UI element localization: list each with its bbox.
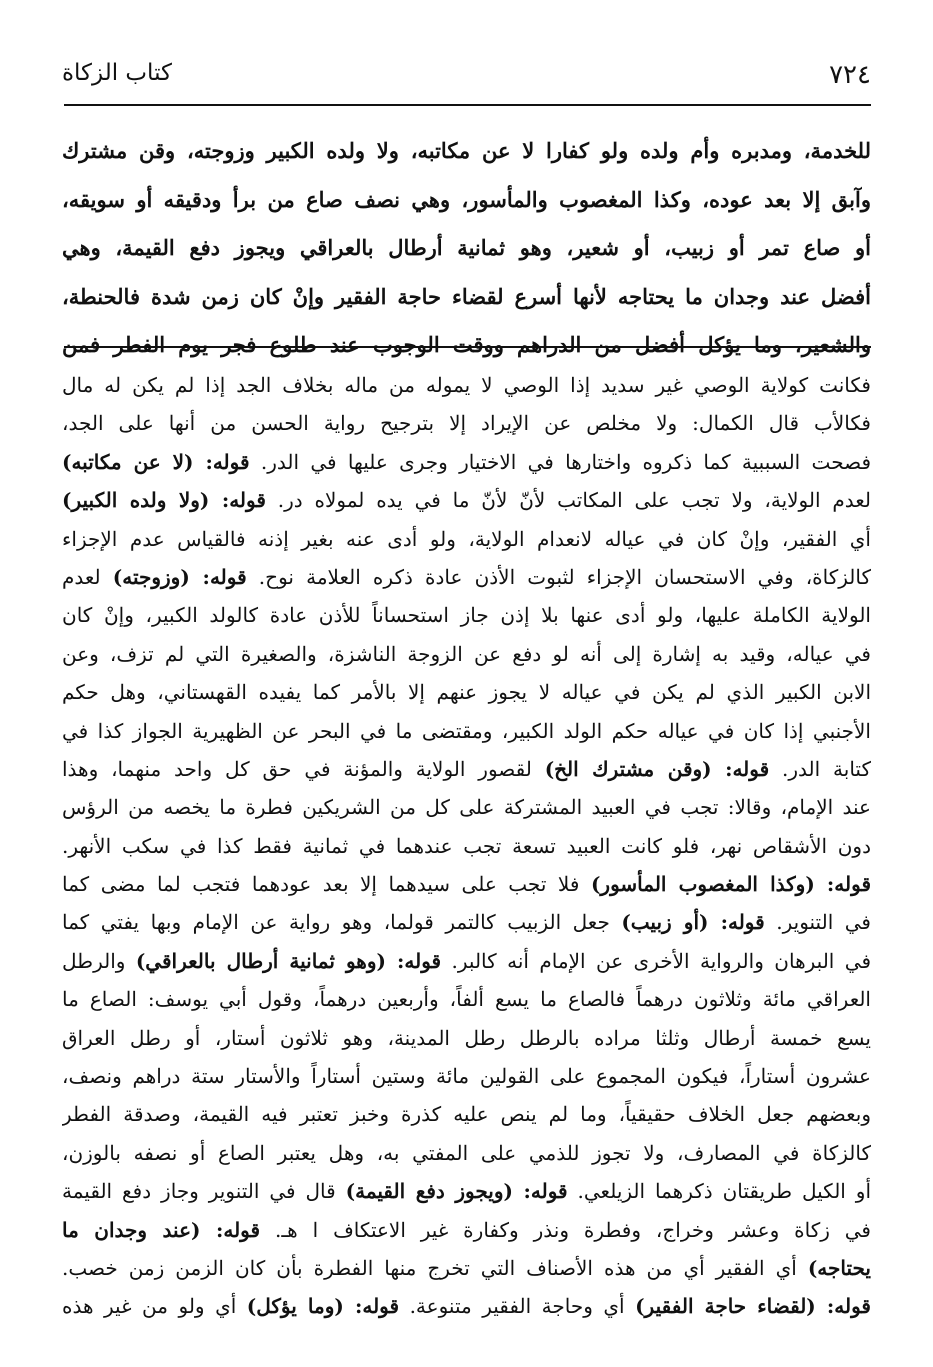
commentary-segment: قال في التنوير وجاز دفع القيمة (62, 1179, 346, 1204)
commentary-segment: عند الإمام، وقالا: تجب في العبيد المشتركة على كل من الشريكين فطرة ما يخصه من الرؤس (62, 795, 871, 820)
commentary-line (62, 443, 871, 481)
commentary-segment: أي ولو من غير هذه (62, 1294, 247, 1319)
commentary-line (62, 404, 871, 442)
commentary-segment: فصحت السببية كما ذكروه واختارها في الاختيار وجرى عليها في الدر. (249, 449, 871, 474)
commentary-segment: أي الفقير أي من هذه الأصناف التي تخرج منها الفطرة بأن كان الزمن زمن خصب. (62, 1255, 808, 1280)
commentary-line (62, 788, 871, 826)
main-text-line: للخدمة، ومدبره وأم ولده ولو كفارا لا عن مكاتبه، ولا ولده الكبير وزوجته، وقن مشترك (62, 138, 871, 163)
main-text-line: أفضل عند وجدان ما يحتاجه لأنها أسرع لقضاء حاجة الفقير وإنْ كان زمن شدة فالحنطة، (62, 283, 871, 309)
commentary-segment: يسع خمسة أرطال وثلثا مراده بالرطل رطل المدينة، وهو ثلاثون أستار، أو رطل العراق (62, 1025, 871, 1050)
commentary-line (62, 558, 871, 596)
commentary-line (62, 481, 871, 519)
commentary-line (62, 1095, 871, 1133)
commentary-line (62, 366, 871, 404)
commentary-lemma: قوله: (وهو ثمانية أرطال بالعراقي) (135, 948, 442, 973)
commentary-segment: في التنوير. (764, 910, 871, 935)
commentary-line (62, 1287, 871, 1325)
commentary-lemma: قوله: (ويجوز دفع القيمة) (345, 1179, 568, 1204)
commentary-segment: فكالأب قال الكمال: ولا مخلص عن الإيراد إلا بترجيح رواية الحسن من أنها على الجد، (62, 411, 871, 436)
commentary-segment: لقصور الولاية والمؤنة في حق كل واحد منهما، وهذا (62, 756, 545, 781)
commentary-line (62, 750, 871, 788)
commentary-line (62, 712, 871, 750)
main-text (62, 127, 871, 370)
section-divider (64, 346, 871, 348)
commentary-segment: والرطل (62, 948, 136, 973)
commentary-line (62, 1019, 871, 1057)
commentary-line (62, 635, 871, 673)
commentary-segment: كالزكاة في المصارف، ولا تجوز للذمي على المفتي به، وهل يعتبر الصاع أو نصفه بالوزن، (62, 1140, 871, 1165)
commentary-line (62, 980, 871, 1018)
commentary-lemma: قوله: (لا عن مكاتبه) (62, 449, 250, 474)
commentary-segment: الأجنبي إذا كان في عياله حكم الولد الكبير، ومقتضى ما في البحر عن الظهيرية الجواز كذا في (62, 718, 871, 743)
commentary-text (62, 366, 871, 1326)
commentary-segment: في عياله، وقيد به إشارة إلى أنه لو دفع عن الزوجة الناشزة، والصغيرة التي لم تزف، وعن (62, 641, 871, 666)
commentary-segment: فكانت كولاية الوصي غير سديد إذا الوصي لا يموله من ماله بخلاف الجد إذا لم يكن له مال (62, 373, 871, 397)
commentary-line (62, 1249, 871, 1287)
commentary-lemma: قوله: (لقضاء حاجة الفقير) (635, 1294, 871, 1319)
commentary-line (62, 1211, 871, 1249)
commentary-line (62, 1172, 871, 1210)
commentary-line (62, 673, 871, 711)
commentary-segment: كتابة الدر. (769, 756, 871, 781)
commentary-lemma: قوله: (وكذا المغصوب المأسور) (590, 872, 871, 897)
commentary-line (62, 1134, 871, 1172)
main-text-line: أو صاع تمر أو زبيب، أو شعير، وهو ثمانية أرطال بالعراقي ويجوز دفع القيمة، وهي (62, 235, 871, 261)
commentary-segment: كالزكاة، وفي الاستحسان الإجزاء لثبوت الأذن عادة ذكره العلامة نوح. (246, 564, 871, 589)
page-header (62, 58, 871, 98)
commentary-line (62, 596, 871, 634)
main-text-line: وآبق إلا بعد عوده، وكذا المغصوب والمأسور، وهي نصف صاع من برأ ودقيقه أو سويقه، (62, 186, 871, 212)
commentary-segment: في البرهان والرواية الأخرى عن الإمام أنه كالبر. (441, 948, 871, 973)
header-rule (64, 104, 871, 106)
commentary-segment: وبعضهم جعل الخلاف حقيقياً، وما لم ينص عليه كذرة وخبز تعتبر فيه القيمة، وصدقة الفطر (62, 1102, 871, 1127)
commentary-line (62, 827, 871, 865)
commentary-segment: أي الفقير، وإنْ كان في عياله لانعدام الولاية، ولو أدى عنه بغير إذنه فالقياس عدم الإجزاء (62, 526, 871, 551)
book-title: كتاب الزكاة (62, 60, 172, 86)
page-number: ٧٢٤ (829, 60, 871, 90)
commentary-segment: جعل الزبيب كالتمر قولما، وهو رواية عن الإمام وبها يفتي كما (62, 910, 622, 935)
commentary-segment: عشرون أستاراً، فيكون المجموع على القولين مائة وستين أستاراً والأستار ستة دراهم ونصف، (62, 1064, 871, 1089)
commentary-lemma: يحتاجه) (807, 1255, 871, 1280)
commentary-segment: دون الأشقاص نهر، فلو كانت العبيد تسعة تجب عندهما في ثمانية فقط كذا في سكب الأنهر. (62, 833, 871, 858)
commentary-lemma: قوله: (أو زبيب) (621, 910, 765, 935)
commentary-line (62, 865, 871, 903)
commentary-line (62, 942, 871, 980)
commentary-segment: أي وحاجة الفقير متنوعة. (399, 1294, 636, 1319)
commentary-segment: الولاية الكاملة عليها، ولو أدى عنها بلا إذن جاز استحساناً للأذن عادة كالولد الكبير، وإنْ كان (62, 603, 871, 628)
commentary-lemma: قوله: (عند وجدان ما (62, 1217, 261, 1242)
commentary-segment: لعدم الولاية، ولا تجب على المكاتب لأنّ لأنّ ما في يده لمولاه در. (265, 488, 871, 513)
commentary-lemma: قوله: (وما يؤكل) (246, 1294, 400, 1319)
commentary-segment: أو الكيل طريقتان ذكرهما الزيلعي. (567, 1179, 871, 1204)
commentary-segment: في زكاة وعشر وخراج، وفطرة ونذر وكفارة غير الاعتكاف ا هـ. (260, 1217, 871, 1242)
commentary-lemma: قوله: (وقن مشترك الخ) (544, 756, 770, 781)
commentary-lemma: قوله: (وزوجته) (112, 564, 247, 589)
commentary-line (62, 1057, 871, 1095)
commentary-line (62, 520, 871, 558)
commentary-segment: العراقي مائة وثلاثون درهماً فالصاع ما يسع ألفاً، وأربعين درهماً، وقول أبي يوسف: الصاع ما (62, 987, 871, 1012)
commentary-segment: فلا تجب على سيدهما إلا بعد عودهما فتجب لما مضى كما (62, 872, 591, 897)
commentary-segment: الابن الكبير الذي لم يكن في عياله لا يجوز عنهم إلا بالأمر كما يفيده القهستاني، وهل حكم (62, 680, 871, 705)
commentary-lemma: قوله: (ولا ولده الكبير) (62, 488, 266, 513)
commentary-segment: لعدم (62, 564, 113, 589)
commentary-line (62, 903, 871, 941)
main-text-line: والشعير، وما يؤكل أفضل من الدراهم ووقت الوجوب عند طلوع فجر يوم الفطر فمن (62, 332, 871, 358)
